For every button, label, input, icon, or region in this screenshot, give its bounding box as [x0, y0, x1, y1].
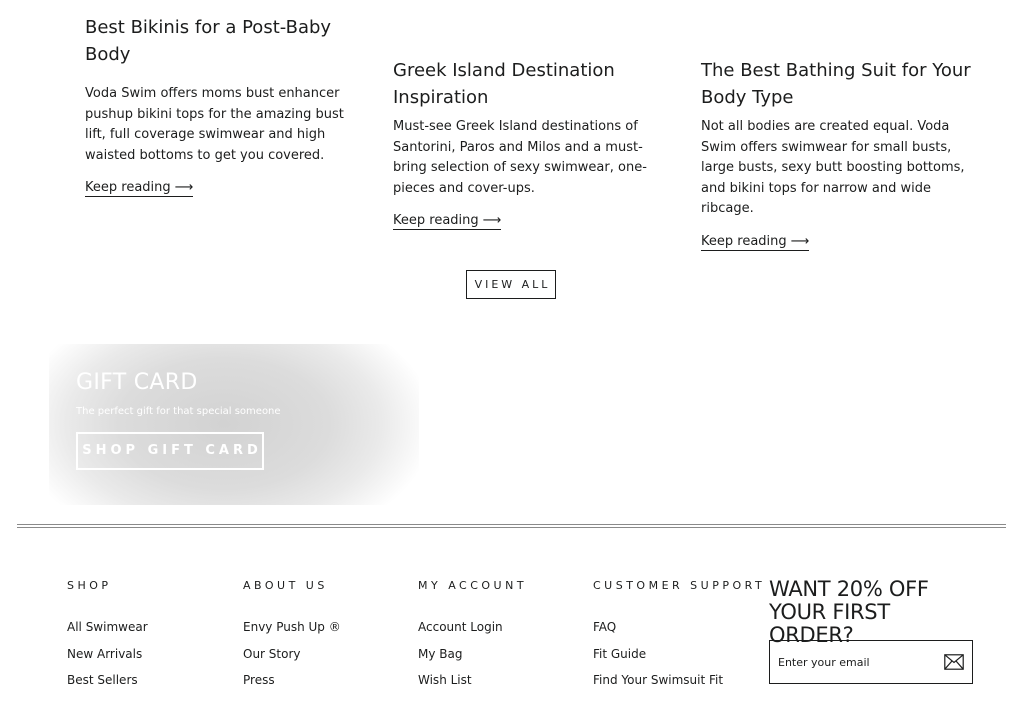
keep-reading-link[interactable]: [85, 180, 193, 197]
article-card: [85, 14, 360, 197]
view-all-button[interactable]: VIEW ALL: [466, 270, 556, 299]
promo-title-line-1: WANT 20% OFF: [769, 577, 929, 601]
newsletter-promo: [769, 578, 979, 647]
keep-reading-label: Keep reading: [701, 233, 787, 249]
gift-card-title: GIFT CARD: [76, 370, 198, 395]
email-input[interactable]: [770, 641, 940, 683]
mail-icon[interactable]: [944, 654, 964, 670]
footer-link[interactable]: Account Login: [418, 620, 503, 634]
newsletter-form: [769, 640, 973, 684]
arrow-right-icon: ⟶: [790, 233, 810, 249]
article-card: [393, 57, 668, 230]
footer-column-shop: [67, 579, 148, 694]
footer-link[interactable]: Wish List: [418, 673, 472, 687]
arrow-right-icon: ⟶: [174, 180, 194, 195]
gift-card-banner: [49, 344, 419, 505]
footer-divider: [17, 524, 1006, 528]
footer-column-heading: CUSTOMER SUPPORT: [593, 579, 766, 592]
footer-link[interactable]: My Bag: [418, 646, 463, 661]
shop-gift-card-button[interactable]: SHOP GIFT CARD: [76, 432, 264, 470]
article-excerpt: Voda Swim offers moms bust enhancer pushup bikini tops for the amazing bust lift, full coverage swimwear and high waisted bottoms to get you covered.: [85, 86, 344, 163]
footer-column-my-account: [418, 579, 527, 694]
gift-card-subtitle: The perfect gift for that special someone: [76, 406, 281, 417]
footer-link[interactable]: FAQ: [593, 620, 617, 634]
keep-reading-label: Keep reading: [85, 180, 171, 195]
footer-link[interactable]: Find Your Swimsuit Fit: [593, 673, 724, 687]
article-excerpt: Not all bodies are created equal. Voda Swim offers swimwear for small busts, large busts, sexy butt boosting bottoms, and bikini tops for narrow and wide ribcage.: [701, 119, 965, 216]
footer-link[interactable]: Envy Push Up ®: [243, 620, 341, 634]
arrow-right-icon: ⟶: [482, 213, 502, 228]
article-title[interactable]: The Best Bathing Suit for Your Body Type: [701, 60, 971, 108]
footer-column-heading: SHOP: [67, 579, 112, 592]
footer-link[interactable]: Fit Guide: [593, 646, 647, 661]
footer-link[interactable]: All Swimwear: [67, 620, 148, 634]
footer-column-about-us: [243, 579, 341, 694]
keep-reading-link[interactable]: [701, 234, 809, 251]
footer-column-heading: MY ACCOUNT: [418, 579, 528, 592]
footer-link[interactable]: Best Sellers: [67, 673, 138, 687]
footer-column-customer-support: [593, 579, 765, 694]
keep-reading-label: Keep reading: [393, 213, 479, 228]
footer-link[interactable]: New Arrivals: [67, 646, 143, 661]
article-card: [701, 57, 976, 251]
article-title[interactable]: Best Bikinis for a Post-Baby Body: [85, 17, 332, 65]
keep-reading-link[interactable]: [393, 213, 501, 230]
article-excerpt: Must-see Greek Island destinations of Santorini, Paros and Milos and a must-bring selection of sexy swimwear, one-pieces and cover-ups.: [393, 119, 647, 196]
footer-column-heading: ABOUT US: [243, 579, 328, 592]
promo-title-line-2: YOUR FIRST ORDER?: [769, 600, 890, 647]
footer-link[interactable]: Press: [243, 673, 275, 687]
footer-link[interactable]: Our Story: [243, 646, 301, 661]
article-title[interactable]: Greek Island Destination Inspiration: [393, 60, 615, 108]
